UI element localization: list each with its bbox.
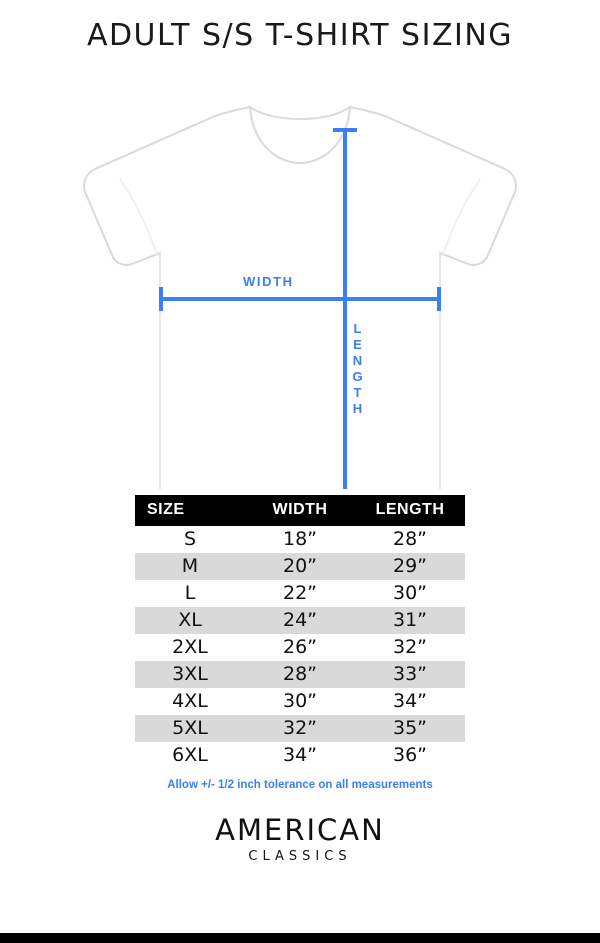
column-header-size: SIZE [135, 495, 245, 526]
table-row [135, 688, 465, 715]
column-header-width: WIDTH [245, 495, 355, 526]
size-chart [135, 495, 465, 769]
page-title: ADULT S/S T-SHIRT SIZING [86, 18, 514, 53]
cell-size: 2XL [135, 634, 245, 661]
table-row [135, 553, 465, 580]
cell-width: 20” [245, 553, 355, 580]
brand-name: AMERICAN [215, 813, 385, 847]
brand-subtitle: CLASSICS [248, 849, 352, 864]
table-header [135, 495, 465, 526]
cell-size: M [135, 553, 245, 580]
tshirt-illustration [0, 59, 600, 489]
table-header-row [135, 495, 465, 526]
table-body [135, 526, 465, 769]
cell-length: 29” [355, 553, 465, 580]
cell-size: L [135, 580, 245, 607]
bottom-bar [0, 933, 600, 943]
cell-length: 33” [355, 661, 465, 688]
table-row [135, 715, 465, 742]
size-table [135, 495, 465, 769]
cell-width: 34” [245, 742, 355, 769]
table-row [135, 661, 465, 688]
cell-width: 32” [245, 715, 355, 742]
cell-width: 28” [245, 661, 355, 688]
cell-width: 24” [245, 607, 355, 634]
cell-size: S [135, 526, 245, 553]
cell-width: 22” [245, 580, 355, 607]
cell-width: 18” [245, 526, 355, 553]
cell-size: 3XL [135, 661, 245, 688]
cell-width: 26” [245, 634, 355, 661]
cell-length: 35” [355, 715, 465, 742]
cell-size: 5XL [135, 715, 245, 742]
cell-size: 6XL [135, 742, 245, 769]
tshirt-diagram [0, 59, 600, 489]
cell-length: 28” [355, 526, 465, 553]
width-label: WIDTH [243, 274, 294, 289]
cell-length: 36” [355, 742, 465, 769]
length-label: LENGTH [350, 321, 365, 417]
table-row [135, 580, 465, 607]
table-row [135, 526, 465, 553]
table-row [135, 607, 465, 634]
cell-size: XL [135, 607, 245, 634]
tolerance-note: Allow +/- 1/2 inch tolerance on all measurements [167, 779, 433, 791]
cell-width: 30” [245, 688, 355, 715]
brand-logo [0, 813, 600, 864]
table-row [135, 742, 465, 769]
cell-size: 4XL [135, 688, 245, 715]
table-row [135, 634, 465, 661]
column-header-length: LENGTH [355, 495, 465, 526]
cell-length: 31” [355, 607, 465, 634]
cell-length: 30” [355, 580, 465, 607]
cell-length: 34” [355, 688, 465, 715]
cell-length: 32” [355, 634, 465, 661]
